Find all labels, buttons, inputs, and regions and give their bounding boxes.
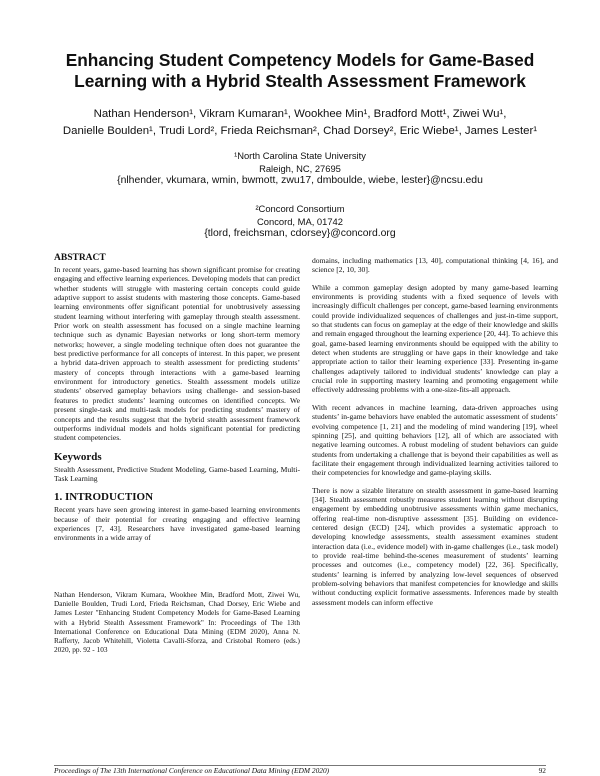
author-list xyxy=(30,106,570,140)
citation-footnote: Nathan Henderson, Vikram Kumara, Wookhee Min, Bradford Mott, Ziwei Wu, Danielle Boulden, Trudi Lord, Frieda Reichsman, Chad Dorsey, Eric Wiebe and James Lester "Enhancing Student Competency Models for Game-Based Learning with a Hybrid Stealth Assessment Framework" In: Proceedings of The 13th International Conference on Educational Data Mining (EDM 2020), Anna N. Rafferty, Jacob Whitehill, Violetta Cavalli-Sforza, and Cristobal Romero (eds.) 2020, pp. 92 - 103 xyxy=(54,590,300,655)
affiliation-name: ²Concord Consortium xyxy=(255,203,345,214)
page-footer xyxy=(54,766,546,775)
affiliation-location: Concord, MA, 01742 xyxy=(257,215,343,227)
author-line-2: Danielle Boulden¹, Trudi Lord², Frieda Reichsman², Chad Dorsey², Eric Wiebe¹, James Lester¹ xyxy=(62,125,538,137)
affiliation-ncsu xyxy=(60,150,540,188)
introduction-text: Recent years have seen growing interest in game-based learning environments because of their potential for creating engaging and effective learning experiences [7, 43]. Researchers have investigated game-based learning environments in a wide array of xyxy=(54,505,300,543)
right-column xyxy=(312,256,558,611)
paper-title: Enhancing Student Competency Models for Game-Based Learning with a Hybrid Stealth Assessment Framework xyxy=(65,50,535,91)
affiliation-location: Raleigh, NC, 27695 xyxy=(259,162,341,174)
affiliation-email: {tlord, freichsman, cdorsey}@concord.org xyxy=(204,228,396,239)
left-column xyxy=(54,253,300,551)
footer-proceedings: Proceedings of The 13th International Conference on Educational Data Mining (EDM 2020) xyxy=(54,766,330,775)
body-paragraph-3: With recent advances in machine learning, data-driven approaches using students’ in-game behaviors have enabled the automatic assessment of students’ evolving competence [1, 21] and the modeling of mind wandering [19], wheel spinning [25], and quitting behaviors [12], all of which are associated with negative learning outcomes. A robust modeling of student behaviors can guide students from undertaking a challenge that is beyond their capabilities as well as facilitate their engagement through individualized learning activities tailored to their competencies for knowledge and game-playing skills. xyxy=(312,402,558,478)
keywords-heading: Keywords xyxy=(54,450,102,463)
abstract-text: In recent years, game-based learning has shown significant promise for creating engaging and effective learning experiences. Developing models that can predict whether students will struggle with mastering certain concepts could guide adaptive support to assist students with mastering those concepts. Game-based learning environments offer significant potential for unobtrusively assessing student learning without interfering with gameplay through stealth assessment. Prior work on stealth assessment has focused on a single machine learning technique such as dynamic Bayesian networks or long short-term memory networks; however, a single modeling technique often does not guarantee the best predictive performance for all concepts of interest. In this paper, we present a hybrid data-driven approach to stealth assessment for predicting students’ mastery of concepts through interactions with a game-based learning environment for introductory genetics. Stealth assessment models utilize students’ observed gameplay behaviors using challenge- and session-based features to predict students’ learning outcomes on identified concepts. We present single-task and multi-task models for predicting students’ mastery of concepts and the results suggest that the hybrid stealth assessment framework outperforms individual models and holds significant potential for predicting student competencies. xyxy=(54,265,300,443)
page-number: 92 xyxy=(538,766,546,775)
body-paragraph-2: While a common gameplay design adopted by many game-based learning environments is providing students with a fixed sequence of levels with increasingly difficult challenges per concept, game-based learning environments could provide individualized sequences of challenges and just-in-time support, so that students can focus on gameplay at the edge of their knowledge and skills and remain engaged throughout the learning experience [20, 44]. To achieve this goal, game-based learning environments should be equipped with the ability to detect when students are struggling or have gaps in their knowledge and take appropriate action to tailor their learning experience [33]. Presenting in-game challenges adaptively tailored to individual students’ knowledge can play a crucial role in supporting mastery learning and promoting engagement while effectively addressing problems with a one-size-fits-all approach. xyxy=(312,282,558,395)
affiliation-email: {nlhender, vkumara, wmin, bwmott, zwu17, dmboulde, wiebe, lester}@ncsu.edu xyxy=(117,175,483,186)
introduction-heading: 1. INTRODUCTION xyxy=(54,491,154,504)
affiliation-name: ¹North Carolina State University xyxy=(234,150,366,161)
author-line-1: Nathan Henderson¹, Vikram Kumaran¹, Wookhee Min¹, Bradford Mott¹, Ziwei Wu¹, xyxy=(93,108,507,120)
affiliation-concord xyxy=(60,203,540,241)
keywords-text: Stealth Assessment, Predictive Student Modeling, Game-based Learning, Multi-Task Learning xyxy=(54,464,300,483)
body-paragraph-1: domains, including mathematics [13, 40], computational thinking [4, 16], and science [2, 10, 30]. xyxy=(312,256,558,275)
abstract-heading: ABSTRACT xyxy=(54,253,106,263)
body-paragraph-4: There is now a sizable literature on stealth assessment in game-based learning [34]. Stealth assessment robustly measures student learning without disrupting engagement by embedding unobtrusive assessments within game mechanics, offering real-time non-disruptive assessment [35]. Building on evidence-centered design (ECD) [24], which provides a systematic approach to developing knowledge assessments, stealth assessment examines student interaction data (i.e., evidence model) with in-game challenges (i.e., task model) to provide real-time behind-the-scenes measurement of students’ learning processes and outcomes (i.e., competency model) [22, 36]. Specifically, students’ learning is inferred by analyzing low-level sequences of observed problem-solving behaviors that manifest competencies for knowledge and skills without conducting explicit formative assessments. Inferences made by stealth assessment models can inform effective xyxy=(312,485,558,607)
